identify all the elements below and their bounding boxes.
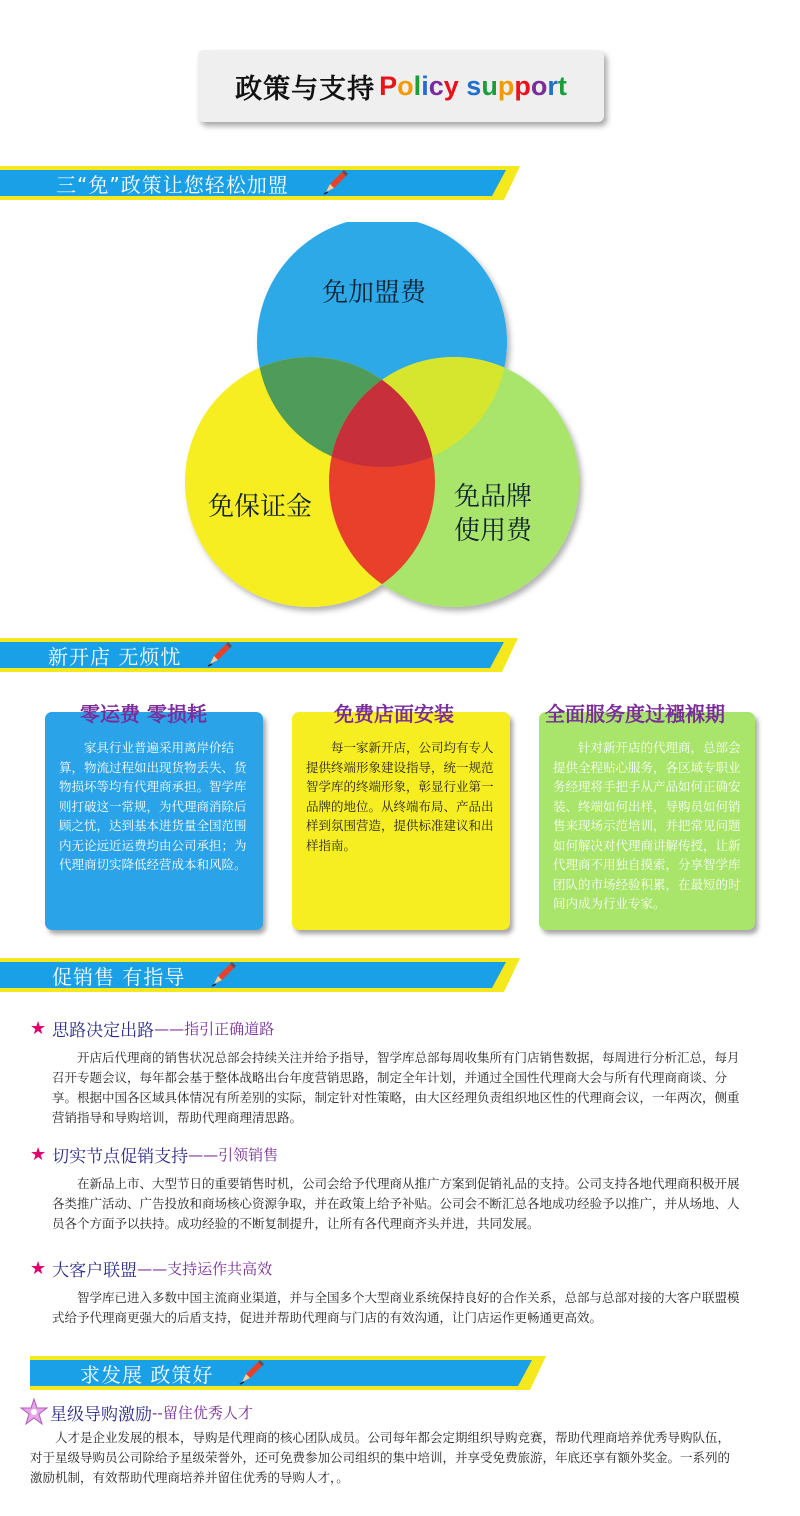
star-flower-icon [20,1398,48,1426]
title-letter: o [397,70,414,101]
section-bar-free-policies [0,166,520,200]
promo-heading-3 [30,1256,272,1281]
section-bar-new-store [0,638,518,672]
promo-paragraph-2: 在新品上市、大型节日的重要销售时机，公司会给予代理商从推广方案到促销礼品的支持。公司支持各地代理商积极开展各类推广活动、广告投放和商场核心资源争取，并在政策上给予补贴。公司会不断汇总各地成功经验予以推广，并从场地、人员各个方面予以扶持。成功经验的不断复制提升，让所有各代理商齐头并进，共同发展。 [52,1176,740,1231]
promo-heading-2 [30,1142,278,1167]
card-body: 每一家新开店，公司均有专人提供终端形象建设指导，统一规范智学库的终端形象，彰显行业第一品牌的地位。从终端布局、产品出样到氛围营造，提供标准建议和出样指南。 [306,740,494,853]
card-title-zero-freight: 零运费 零损耗 [80,702,207,726]
heading-sub: ——支持运作共高效 [137,1260,273,1278]
promo-paragraph-3: 智学库已进入多数中国主流商业渠道，并与全国多个大型商业系统保持良好的合作关系，总部与总部对接的大客户联盟模式给予代理商更强大的后盾支持，促进并帮助代理商与门店的有效沟通，让门店运作更畅通更高效。 [52,1290,740,1325]
title-letter: y [443,70,459,101]
card-zero-freight [45,712,263,930]
venn-label-left: 免保证金 [208,492,313,522]
title-letter: l [413,70,422,101]
section-bar-develop [30,1356,546,1390]
star-icon: ★ [30,1258,47,1279]
section-title: 新开店 无烦忧 [48,645,182,669]
venn-label-right-line1: 免品牌 [454,482,533,512]
title-letter: i [421,70,429,101]
heading-sub: ——指引正确道路 [154,1020,275,1038]
venn-label-top: 免加盟费 [322,278,427,308]
page-title-box [198,50,604,122]
heading-main: 大客户联盟 [52,1261,138,1281]
promo-heading-1 [30,1016,274,1041]
venn-label-right-line2: 使用费 [454,516,533,546]
title-letter: p [514,70,531,101]
heading-sub: ——引领销售 [188,1146,279,1164]
pencil-icon [238,1358,266,1386]
heading-sub: --留住优秀人才 [152,1404,253,1422]
venn-label-right [454,480,532,548]
star-icon: ★ [30,1018,47,1039]
title-letter: s [466,70,482,101]
card-full-service [539,712,755,930]
develop-heading [50,1400,253,1425]
section-title: 求发展 政策好 [80,1363,214,1387]
heading-main: 星级导购激励 [50,1405,152,1425]
card-title-free-installation: 免费店面安装 [334,702,454,726]
title-letter: P [379,70,398,101]
venn-diagram [170,222,600,622]
heading-main: 思路决定出路 [52,1021,155,1041]
title-letter: r [547,70,558,101]
title-letter [459,71,467,102]
section-bar-sales [0,958,520,992]
card-title-full-service: 全面服务度过襁褓期 [545,702,725,726]
promo-paragraph-1: 开店后代理商的销售状况总部会持续关注并给予指导，智学库总部每周收集所有门店销售数据，每周进行分析汇总，每月召开专题会议，每年都会基于整体战略出台年度营销思路，制定全年计划，并通过全国性代理商大会与所有代理商商谈、分享。根据中国各区域具体情况有所差别的实际，制定针对性策略，由大区经理负责组织地区性的代理商会议，一年两次，侧重营销指导和导购培训，帮助代理商理清思路。 [52,1050,740,1125]
pencil-icon [210,960,238,988]
card-free-installation [292,712,510,930]
title-letter: u [481,70,498,101]
page-title-cn: 政策与支持 [235,73,376,105]
develop-paragraph: 人才是企业发展的根本，导购是代理商的核心团队成员。公司每年都会定期组织导购竞赛，帮助代理商培养优秀导购队伍，对于星级导购员公司除给予星级荣誉外，还可免费参加公司组织的集中培训，并享受免费旅游，年底还享有额外奖金。一系列的激励机制，有效帮助代理商培养并留住优秀的导购人才，。 [30,1430,731,1485]
title-letter: c [428,70,444,101]
pencil-icon [206,640,234,668]
title-letter: p [497,70,515,101]
card-body: 针对新开店的代理商，总部会提供全程贴心服务，各区域专职业务经理将手把手从产品如何正确安装、终端如何出样，导购员如何销售来现场示范培训，并把常见问题如何解决对代理商讲解传授，让新代理商不用独自摸索，分享智学库团队的市场经验积累，在最短的时间内成为行业专家。 [553,740,741,911]
star-icon: ★ [30,1144,47,1165]
page-title-en [379,71,567,102]
pencil-icon [322,168,350,196]
section-title: 促销售 有指导 [52,965,186,989]
title-letter: t [557,70,567,101]
heading-main: 切实节点促销支持 [52,1147,189,1167]
card-body: 家具行业普遍采用离岸价结算，物流过程如出现货物丢失、货物损坏等均有代理商承担。智学库则打破这一常规，为代理商消除后顾之忧，达到基本进货量全国范围内无论远近运费均由公司承担；为代理商切实降低经营成本和风险。 [59,740,247,872]
section-title: 三“免”政策让您轻松加盟 [56,173,289,197]
title-letter: o [530,70,548,101]
